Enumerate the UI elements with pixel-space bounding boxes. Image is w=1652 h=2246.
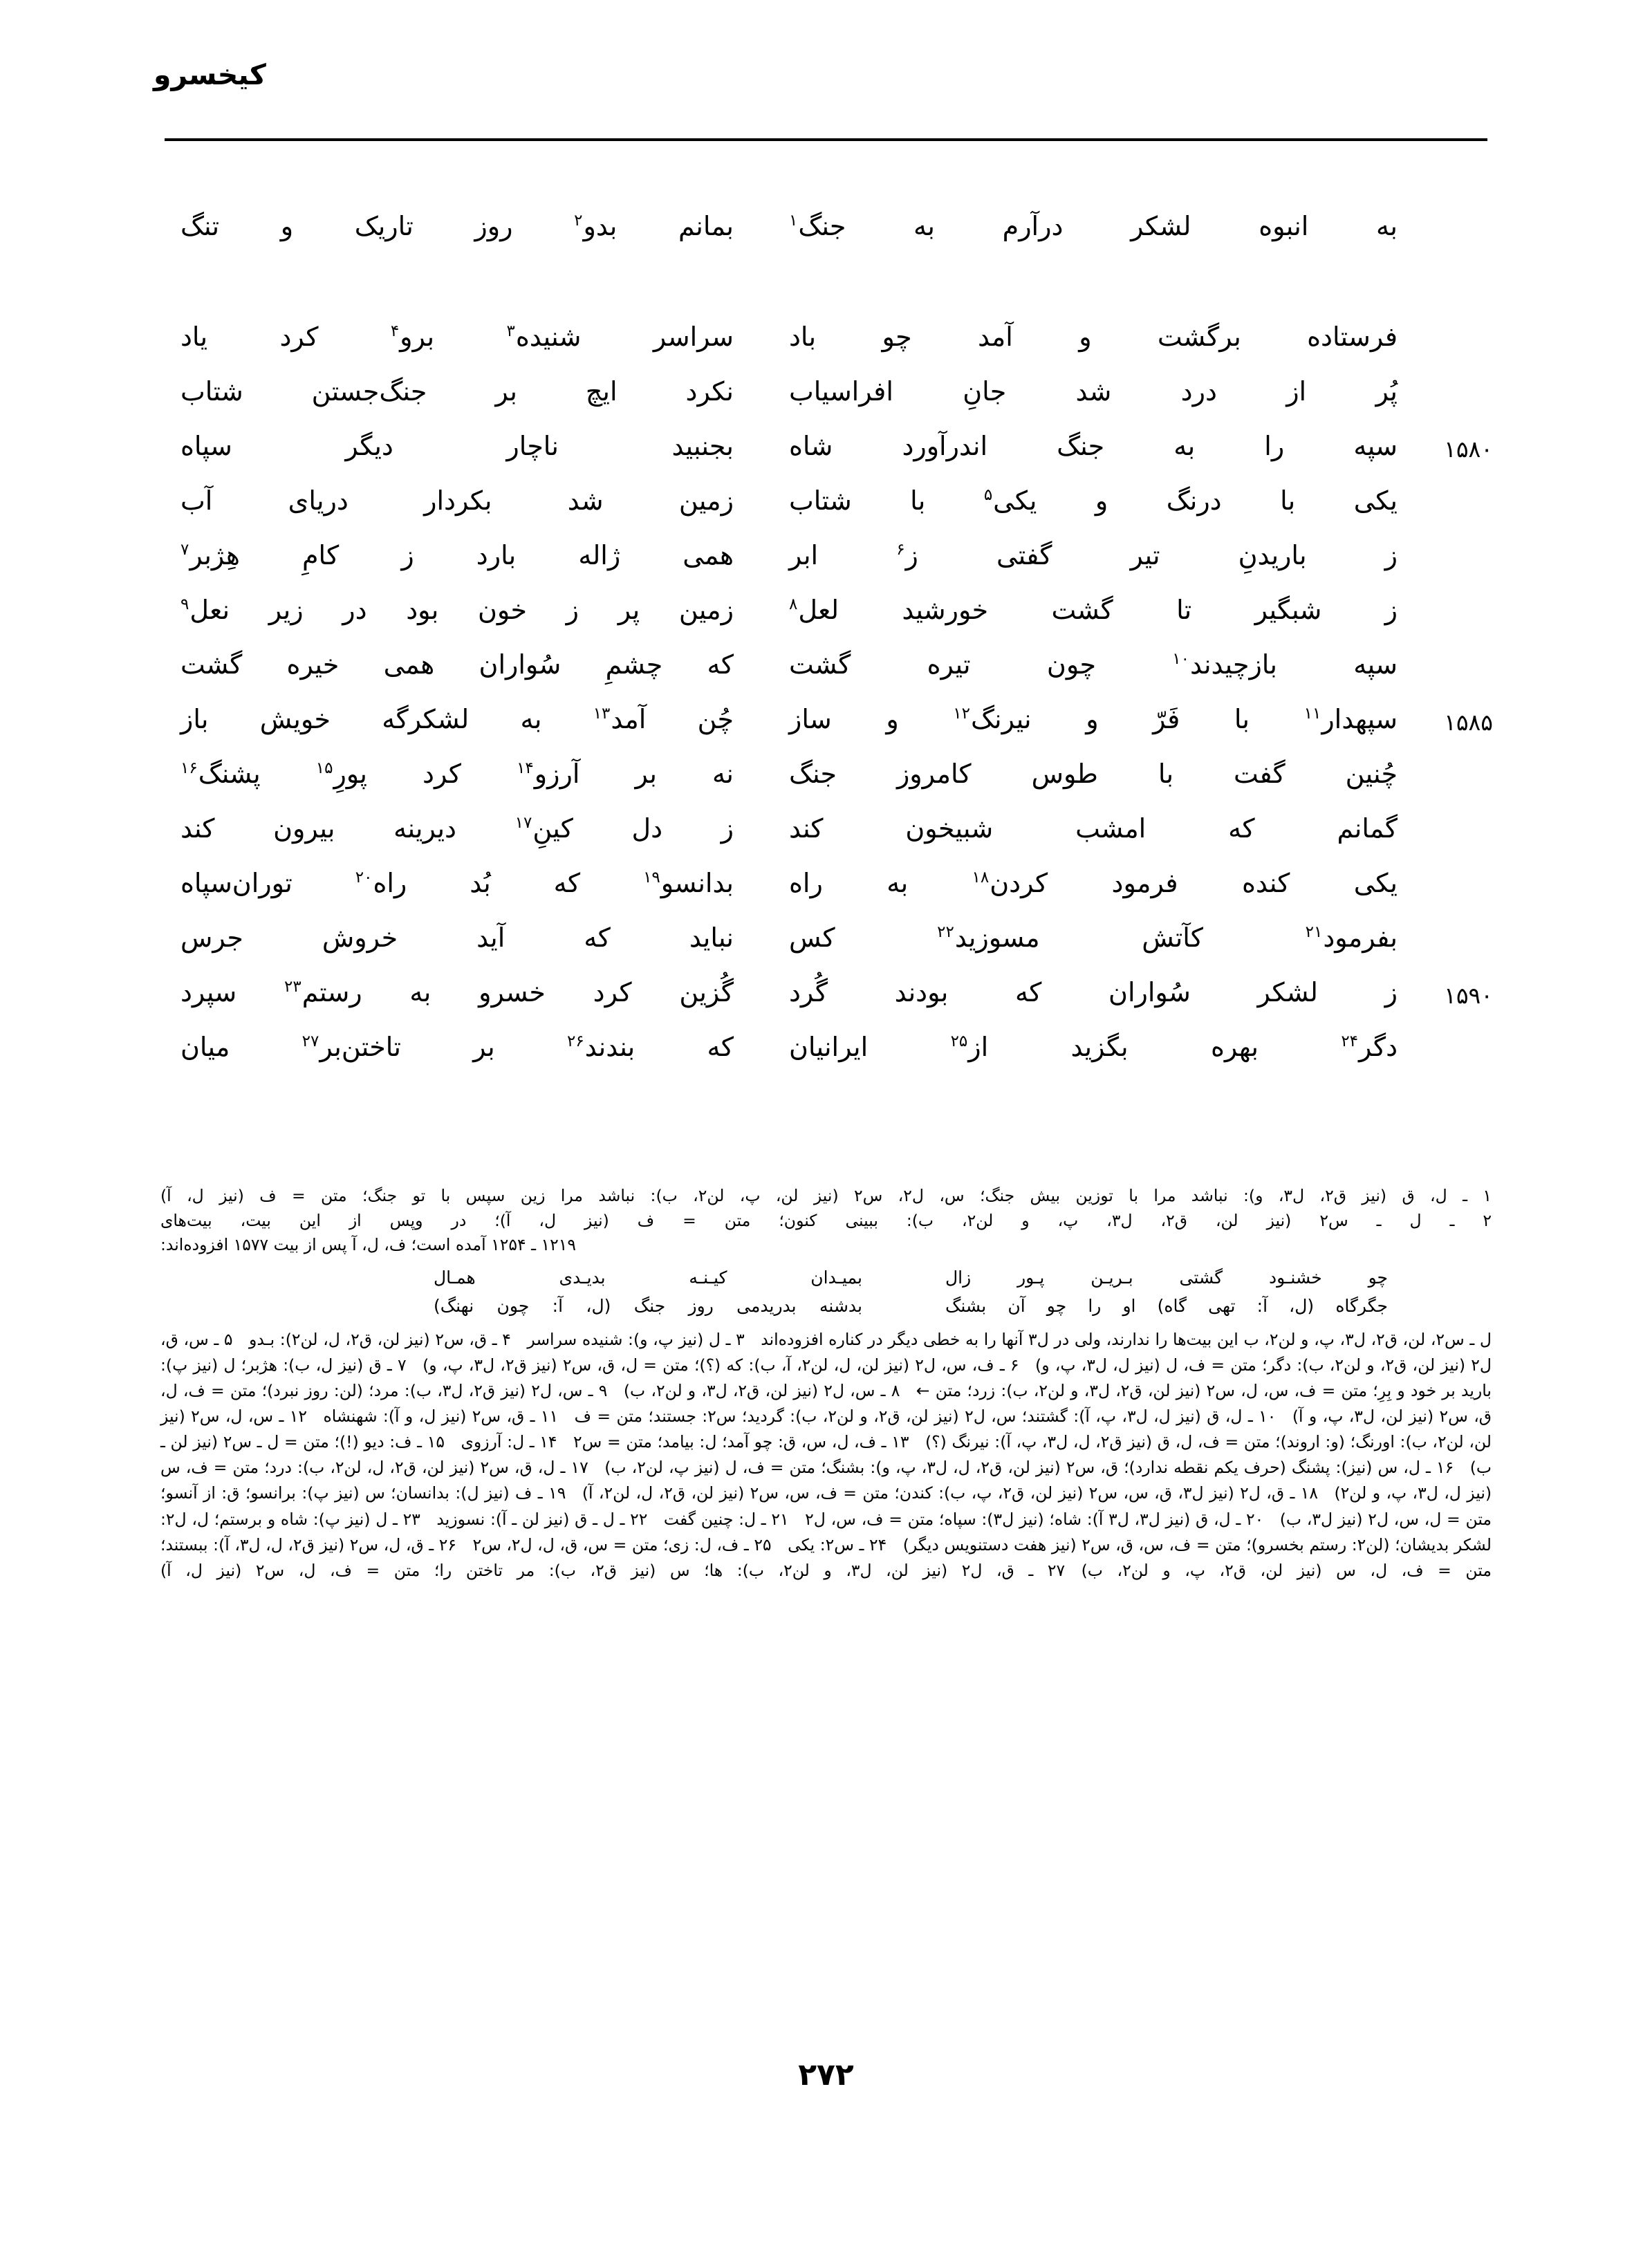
verse-line [165, 916, 1487, 971]
hemistich-second: نباید که آید خروش جرس [180, 922, 734, 953]
footnote-marker[interactable]: ۱ [789, 212, 798, 230]
inserted-verses [160, 1265, 1492, 1320]
footnote-marker[interactable]: ۲۶ [567, 1032, 584, 1051]
footnote-marker[interactable]: ۴ [390, 322, 400, 341]
footnote-marker[interactable]: ۹ [180, 595, 189, 614]
hemistich-second: نکرد ایچ بر جنگ‌جستن شتاب [180, 376, 734, 407]
inserted-hemistich-second: بدشنه بدریدمی روز جنگ (ل، آ: چون نهنگ) [434, 1295, 862, 1316]
footnote-marker[interactable]: ۱۰ [1172, 650, 1190, 669]
footnote-marker[interactable]: ۲۲ [937, 923, 954, 942]
footnote-marker[interactable]: ۲۰ [355, 869, 373, 887]
footnote-marker[interactable]: ۷ [180, 541, 189, 559]
hemistich-first: گمانم که امشب شبیخون کند [789, 813, 1398, 844]
hemistich-first: سپهدار$^{۱۱}$ با فَرّ و نیرنگ$^{۱۲}$ و ساز [789, 704, 1398, 734]
verse-line [165, 1025, 1487, 1080]
folio-number: ۲۷۲ [798, 2057, 854, 2092]
footnote-marker[interactable]: ۱۸ [972, 869, 990, 887]
critical-apparatus [160, 1184, 1492, 1584]
footnote-marker[interactable]: ۸ [789, 595, 798, 614]
inserted-hemistich-second: بمیـدان کیـنـه بدیـدی همـال [434, 1268, 862, 1288]
footnote-marker[interactable]: ۱۹ [643, 869, 660, 887]
verse-line [165, 370, 1487, 425]
footnote-marker[interactable]: ۱۴ [517, 759, 534, 778]
footnote-marker[interactable]: ۲۵ [950, 1032, 968, 1051]
inserted-hemistich-first: جگرگاه (ل، آ: تهی گاه) او را چو آن بشنگ [945, 1295, 1388, 1316]
inserted-hemistich-first: چو خشنـود گشتی بـریـن پـور زال [945, 1268, 1388, 1288]
hemistich-first: ز باریدنِ تیر گفتی ز$^۶$ ابر [789, 540, 1398, 570]
hemistich-first: یکی کنده فرمود کردن$^{۱۸}$ به راه [789, 868, 1398, 898]
hemistich-second: بمانم بدو$^۲$ روز تاریک و تنگ [180, 211, 734, 241]
apparatus-entry: ۱ ـ ل، ق (نیز ق٢، ل٣، و): نباشد مرا با توزین بیش جنگ؛ س، ل٢، س٢ (نیز لن، پ، لن٢، ب): نباشد مرا زین سپس با تو جنگ؛ متن = ف (نیز ل، آ) [160, 1186, 1492, 1205]
hemistich-first: سپه بازچیدند$^{۱۰}$ چون تیره گشت [789, 649, 1398, 680]
hemistich-second: بدانسو$^{۱۹}$ که بُد راه$^{۲۰}$ توران‌سپاه [180, 868, 734, 898]
footnote-marker[interactable]: ۲۴ [1341, 1032, 1359, 1051]
hemistich-first: یکی با درنگ و یکی$^۵$ با شتاب [789, 485, 1398, 516]
footnote-marker[interactable]: ۲۱ [1305, 923, 1323, 942]
footnote-marker[interactable]: ۳ [506, 322, 515, 341]
hemistich-first: دگر$^{۲۴}$ بهره بگزید از$^{۲۵}$ ایرانیان [789, 1032, 1398, 1062]
footnote-marker[interactable]: ۶ [896, 541, 905, 559]
apparatus-group-secondary: ل ـ س٢، لن، ق٢، ل٣، پ، و لن٢، ب این بیت‌ها را ندارند، ولی در ل٣ آنها را به خطی دیگر در کناره افزوده‌اند ۳ ـ ل (نیز پ، و): شنیده سراسر ۴ ـ ق، س٢ (نیز لن، ق٢، ل، لن٢): بـدو ۵ ـ س، ق، ل٢ (نیز لن، ق٢، و لن٢، ب): دگر؛ متن = ف، ل (نیز ل، ل٣، پ، و) ۶ ـ ف، س، ل٢ (نیز لن، ل، لن٢، آ، ب): که (؟)؛ متن = ل، ق، س٢ (نیز ق٢، ل٣، پ، و) ۷ ـ ق (نیز ل، ب): هژبر؛ ل (نیز پ): بارید بر خود و بِرِ؛ متن = ف، س، ل، س٢ (نیز لن، ق٢، ل٣، و لن٢، ب): زرد؛ متن ← ۸ ـ س، ل٢ (نیز لن، ق٢، ل٣، و لن٢، ب) ۹ ـ س، ل٢ (نیز ق٢، ل٣، ب): مرد؛ (لن: روز نبرد)؛ متن = ف، ل، ق، س٢ (نیز لن، ل٣، پ، و آ) ۱۰ ـ ل، ق (نیز ل، ل٣، پ، آ): گشتند؛ س، ل٢ (نیز لن، ق٢، و لن٢، ب): گردید؛ س٢: جستند؛ متن = ف ۱۱ ـ ق، س٢ (نیز ل، و آ): شهنشاه ۱۲ ـ س، ل، س٢ (نیز لن، لن٢، ب): اورنگ؛ (و: اروند)؛ متن = ف، ل، ق (نیز ق٢، ل، ل٣، پ، آ): نیرنگ (؟) ۱۳ ـ ف، ل، س، ق: چو آمد؛ ل: بیامد؛ متن = س٢ ۱۴ ـ ل: آرزوی ۱۵ ـ ف: دیو (!)؛ متن = ل ـ س٢ (نیز لن ـ ب) ۱۶ ـ ل، س (نیز): پشنگ (حرف یکم نقطه ندارد)؛ ق، س٢ (نیز لن، ق٢، ل، ل٣، پ، و): بشنگ؛ متن = ف، ل (نیز پ، لن٢، ب) ۱۷ ـ ل، ق، س٢ (نیز لن، ق٢، ل، لن٢، ب): درد؛ متن = ف، س (نیز ل، ل٣، پ، و لن٢) ۱۸ ـ ق، ل٢ (نیز ل٣، ق، س، س٢ (نیز لن، ق٢، پ، ب): کندن؛ متن = ف، س، س٢ (نیز لن، ق٢، ل، لن٢، آ) ۱۹ ـ ف (نیز ل): بدانسان؛ س (نیز پ): برانسو؛ ق: از آنسو؛ متن = ل، س، ل٢ (نیز ل٣، ب) ۲۰ ـ ل، ق (نیز ل٣، ل٣ آ): شاه؛ (نیز ل٣): سپاه؛ متن = ف، س، ل٢ ۲۱ ـ ل: چنین گفت ۲۲ ـ ل ـ ق (نیز لن ـ آ): نسوزید ۲۳ ـ ل (نیز پ): شاه و برستم؛ ل، ل٢: لشکر بدیشان؛ (لن٢: رستم بخسرو)؛ متن = ف، س، ق، س٢ (نیز هفت دستنویس دیگر) ۲۴ ـ س٢: یکی ۲۵ ـ ف، ل: زی؛ متن = س، ق، ل، ل٢، س٢ ۲۶ ـ ق، ل، س٢ (نیز ق٢، ل، ل٣، آ): ببستند؛ متن = ف، ل، س (نیز لن، ق٢، پ، و لن٢، ب) ۲۷ ـ ق، ل٢ (نیز لن، ل٣، و لن٢، ب): ها؛ س (نیز ق٢، ب): مر تاختن را؛ متن = ف، ل، س٢ (نیز ل، آ) [160, 1329, 1492, 1580]
hemistich-first: ز شبگیر تا گشت خورشید لعل$^۸$ [789, 595, 1398, 625]
footnote-marker[interactable]: ۲۷ [301, 1032, 319, 1051]
footnote-marker[interactable]: ۱۶ [180, 759, 198, 778]
verse-number: ۱۵۸۵ [1444, 709, 1493, 736]
hemistich-second: که چشمِ سُواران همی خیره گشت [180, 649, 734, 680]
apparatus-entry: ۲ ـ ل ـ س٢ (نیز لن، ق٢، ل٣، پ، و لن٢، ب): ببینی کنون؛ متن = ف (نیز ل، آ)؛ در وپس از این بیت، بیت‌های [160, 1210, 1492, 1230]
verse-line [165, 205, 1487, 259]
footnote-marker[interactable]: ۱۳ [593, 705, 611, 723]
running-head [154, 58, 1498, 91]
inserted-verse-line [160, 1265, 1492, 1292]
verse-number: ۱۵۹۰ [1444, 982, 1493, 1009]
hemistich-second: سراسر شنیده$^۳$ برو$^۴$ کرد یاد [180, 322, 734, 352]
apparatus-entry: ۱۲۱۹ ـ ۱۲۵۴ آمده است؛ ف، ل، آ پس از بیت ۱۵۷۷ افزوده‌اند: [160, 1235, 576, 1255]
verse-line [165, 643, 1487, 698]
hemistich-second: ز دل کینِ$^{۱۷}$ دیرینه بیرون کند [180, 813, 734, 844]
verse-line [165, 534, 1487, 588]
hemistich-second: گُزین کرد خسرو به رستم$^{۲۳}$ سپرد [180, 977, 734, 1008]
footnote-marker[interactable]: ۱۱ [1303, 705, 1321, 723]
verse-line [165, 862, 1487, 916]
verse-line [165, 971, 1493, 1025]
hemistich-first: چُنین گفت با طوس کامروز جنگ [789, 759, 1398, 789]
hemistich-first: فرستاده برگشت و آمد چو باد [789, 322, 1398, 352]
verse-line [165, 315, 1487, 370]
apparatus-group-primary [160, 1184, 1492, 1258]
footnote-marker[interactable]: ۵ [983, 486, 993, 505]
hemistich-first: به انبوه لشکر درآرم به جنگ$^۱$ [789, 211, 1398, 241]
footnote-marker[interactable]: ۲ [574, 212, 583, 230]
verse-line [165, 479, 1487, 534]
hemistich-first: بفرمود$^{۲۱}$ کآتش مسوزید$^{۲۲}$ کس [789, 922, 1398, 953]
verse-line [165, 807, 1487, 862]
verse-line [165, 752, 1487, 807]
hemistich-first: پُر از درد شد جانِ افراسیاب [789, 376, 1398, 407]
header-rule [165, 138, 1487, 141]
verse-block [165, 205, 1493, 1080]
hemistich-second: بجنبید ناچار دیگر سپاه [180, 431, 734, 461]
hemistich-first: ز لشکر سُواران که بودند گُرد [789, 977, 1398, 1008]
footnote-marker[interactable]: ۲۳ [284, 978, 301, 996]
verse-number: ۱۵۸۰ [1444, 436, 1493, 463]
verse-line [165, 698, 1493, 752]
running-head-title: کیخسرو [154, 58, 266, 91]
inserted-verse-line [160, 1293, 1492, 1320]
verse-line [165, 588, 1487, 643]
hemistich-second: زمین پر ز خون بود در زیر نعل$^۹$ [180, 595, 734, 625]
footnote-marker[interactable]: ۱۲ [953, 705, 971, 723]
hemistich-second: که بندند$^{۲۶}$ بر تاختن‌بر$^{۲۷}$ میان [180, 1032, 734, 1062]
hemistich-second: همی ژاله بارد ز کامِ هِژبر$^۷$ [180, 540, 734, 570]
hemistich-second: نه بر آرزو$^{۱۴}$ کرد پورِ$^{۱۵}$ پشنگ$^{۱۶}$ [180, 759, 734, 789]
footnote-marker[interactable]: ۱۵ [315, 759, 333, 778]
footnote-marker[interactable]: ۱۷ [514, 814, 532, 833]
hemistich-second: زمین شد بکردار دریای آب [180, 485, 734, 516]
verse-line [165, 425, 1493, 479]
hemistich-second: چُن آمد$^{۱۳}$ به لشکرگه خویش باز [180, 704, 734, 734]
hemistich-first: سپه را به جنگ اندرآورد شاه [789, 431, 1398, 461]
